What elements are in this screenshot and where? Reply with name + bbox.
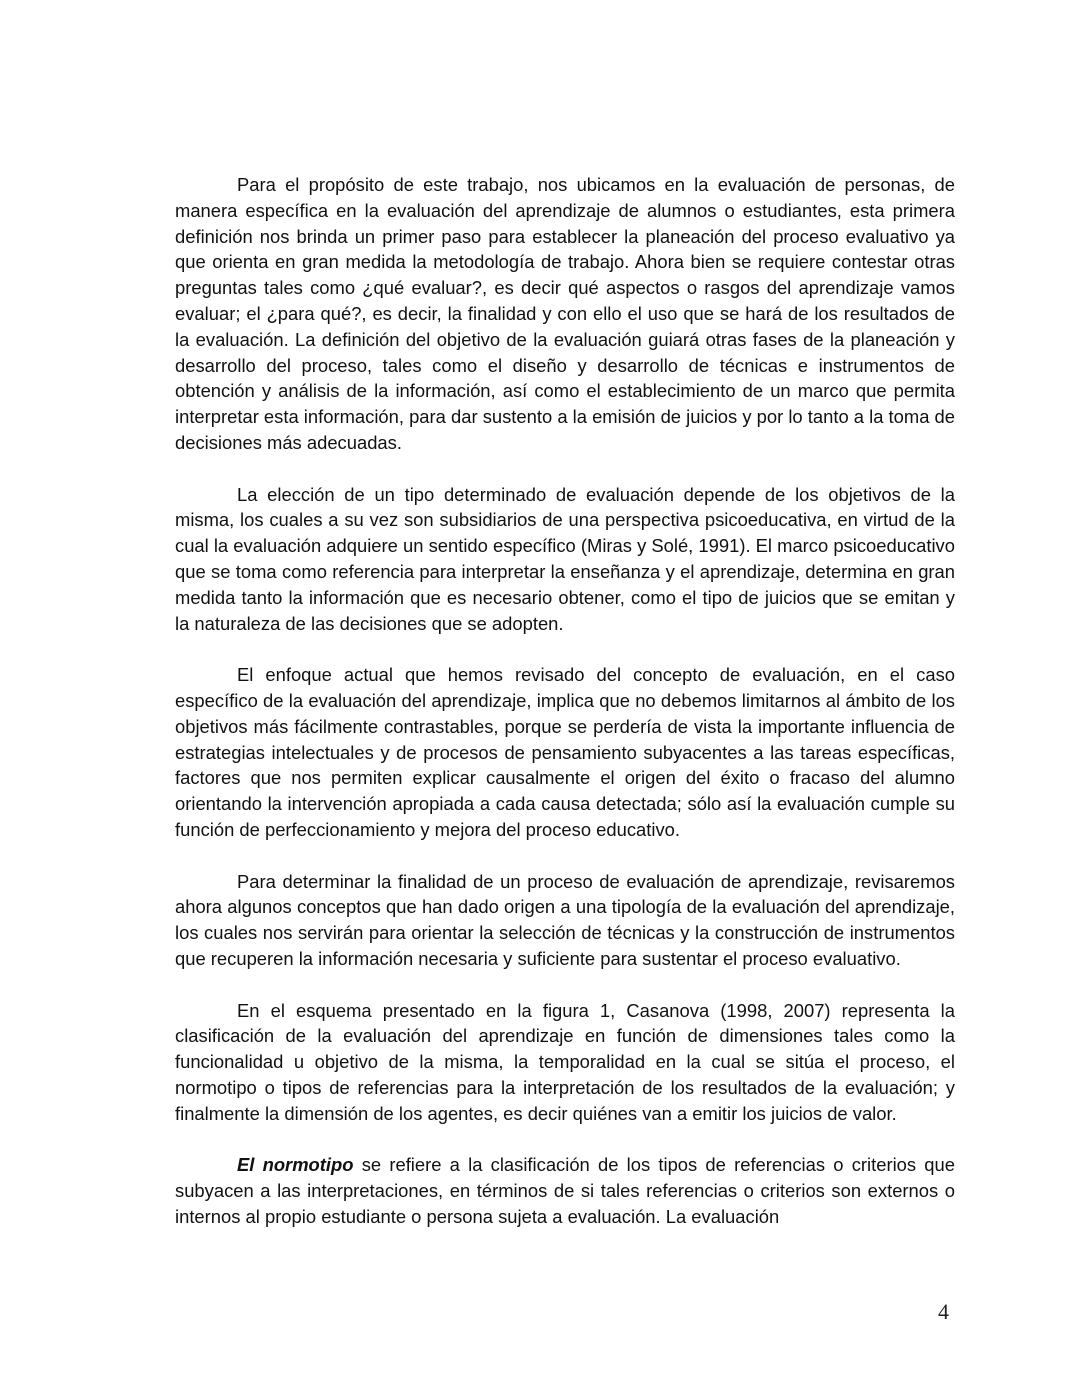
body-text <box>175 172 955 1255</box>
normotipo-text: se refiere a la clasificación de los tipos de referencias o criterios que subyacen a las interpretaciones, en términos de si tales referencias o criterios son externos o internos al propio estudiante o persona sujeta a evaluación. La evaluación <box>175 1154 955 1227</box>
normotipo-term: El normotipo <box>237 1154 354 1176</box>
paragraph-evaluation-type: La elección de un tipo determinado de evaluación depende de los objetivos de la misma, los cuales a su vez son subsidiarios de una perspectiva psicoeducativa, en virtud de la cual la evaluación adquiere un sentido específico (Miras y Solé, 1991). El marco psicoeducativo que se toma como referencia para interpretar la enseñanza y el aprendizaje, determina en gran medida tanto la información que es necesario obtener, como el tipo de juicios que se emitan y la naturaleza de las decisiones que se adopten. <box>175 483 955 634</box>
page-number: 4 <box>938 1299 949 1324</box>
paragraph-casanova-scheme: En el esquema presentado en la figura 1, Casanova (1998, 2007) representa la clasificación de la evaluación del aprendizaje en función de dimensiones tales como la funcionalidad u objetivo de la misma, la temporalidad en la cual se sitúa el proceso, el normotipo o tipos de referencias para la interpretación de los resultados de la evaluación; y finalmente la dimensión de los agentes, es decir quiénes van a emitir los juicios de valor. <box>175 999 955 1124</box>
paragraph-finality: Para determinar la finalidad de un proceso de evaluación de aprendizaje, revisaremos ahora algunos conceptos que han dado origen a una tipología de la evaluación del aprendizaje, los cuales nos servirán para orientar la selección de técnicas y la construcción de instrumentos que recuperen la información necesaria y suficiente para sustentar el proceso evaluativo. <box>175 870 955 969</box>
paragraph-current-approach: El enfoque actual que hemos revisado del concepto de evaluación, en el caso específico de la evaluación del aprendizaje, implica que no debemos limitarnos al ámbito de los objetivos más fácilmente contrastables, porque se perdería de vista la importante influencia de estrategias intelectuales y de procesos de pensamiento subyacentes a las tareas específicas, factores que nos permiten explicar causalmente el origen del éxito o fracaso del alumno orientando la intervención apropiada a cada causa detectada; sólo así la evaluación cumple su función de perfeccionamiento y mejora del proceso educativo. <box>175 664 955 840</box>
paragraph-purpose: Para el propósito de este trabajo, nos ubicamos en la evaluación de personas, de manera específica en la evaluación del aprendizaje de alumnos o estudiantes, esta primera definición nos brinda un primer paso para establecer la planeación del proceso evaluativo ya que orienta en gran medida la metodología de trabajo. Ahora bien se requiere contestar otras preguntas tales como ¿qué evaluar?, es decir qué aspectos o rasgos del aprendizaje vamos evaluar; el ¿para qué?, es decir, la finalidad y con ello el uso que se hará de los resultados de la evaluación. La definición del objetivo de la evaluación guiará otras fases de la planeación y desarrollo del proceso, tales como el diseño y desarrollo de técnicas e instrumentos de obtención y análisis de la información, así como el establecimiento de un marco que permita interpretar esta información, para dar sustento a la emisión de juicios y por lo tanto a la toma de decisiones más adecuadas. <box>175 174 955 453</box>
paragraph-normotipo <box>175 1152 955 1229</box>
